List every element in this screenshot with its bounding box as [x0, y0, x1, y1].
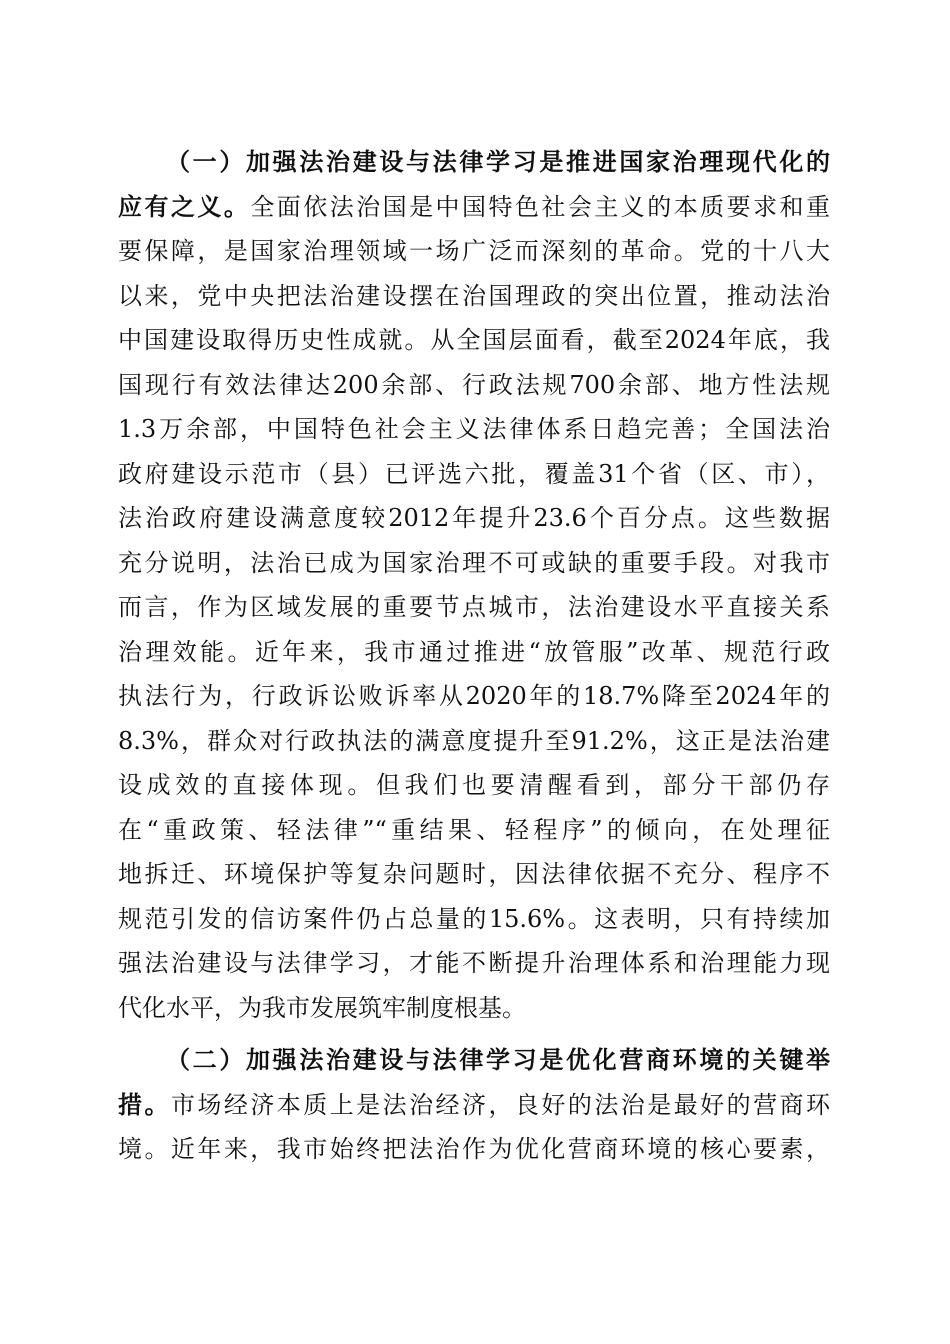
paragraph-line: 在“重政策、轻法律”“重结果、轻程序”的倾向，在处理征: [118, 815, 830, 844]
paragraph-line: 规范引发的信访案件仍占总量的15.6%。这表明，只有持续加: [118, 904, 830, 933]
paragraph-line: 法治政府建设满意度较2012年提升23.6个百分点。这些数据: [118, 504, 830, 532]
document-body: [118, 140, 830, 1172]
paragraph-line: 以来，党中央把法治建设摆在治国理政的突出位置，推动法治: [118, 281, 830, 310]
paragraph-line: 国现行有效法律达200余部、行政法规700余部、地方性法规: [118, 370, 830, 399]
paragraph-line: 代化水平，为我市发展筑牢制度根基。: [118, 993, 526, 1022]
section-heading: 措。: [118, 1089, 171, 1119]
paragraph-line: 要保障，是国家治理领域一场广泛而深刻的革命。党的十八大: [118, 237, 830, 265]
paragraph-line: 而言，作为区域发展的重要节点城市，法治建设水平直接关系: [118, 593, 830, 621]
paragraph-2: [118, 1038, 830, 1172]
paragraph-line: 8.3%，群众对行政执法的满意度提升至91.2%，这正是法治建: [118, 726, 830, 755]
paragraph-line: 执法行为，行政诉讼败诉率从2020年的18.7%降至2024年的: [118, 682, 830, 710]
paragraph-line: [118, 1038, 830, 1083]
paragraph-line: 1.3万余部，中国特色社会主义法律体系日趋完善；全国法治: [118, 415, 830, 443]
line-text: 全面依法治国是中国特色社会主义的本质要求和重: [250, 192, 830, 221]
paragraph-line: [118, 140, 830, 185]
section-heading: （一）加强法治建设与法律学习是推进国家治理现代化的: [166, 147, 830, 176]
paragraph-line: 治理效能。近年来，我市通过推进“放管服”改革、规范行政: [118, 637, 830, 666]
paragraph-line: 政府建设示范市（县）已评选六批，覆盖31个省（区、市），: [118, 459, 830, 488]
paragraph-line: 设成效的直接体现。但我们也要清醒看到，部分干部仍存: [118, 771, 830, 799]
section-heading: 应有之义。: [118, 191, 251, 221]
paragraph-1: [118, 140, 830, 1030]
paragraph-line: [118, 185, 830, 230]
paragraph-line: 强法治建设与法律学习，才能不断提升治理体系和治理能力现: [118, 949, 830, 977]
line-text: 市场经济本质上是法治经济，良好的法治是最好的营商环: [170, 1090, 830, 1119]
paragraph-line: [118, 1083, 830, 1128]
paragraph-line: 中国建设取得历史性成就。从全国层面看，截至2024年底，我: [118, 326, 830, 354]
paragraph-gap: [118, 1030, 830, 1038]
paragraph-line: 境。近年来，我市始终把法治作为优化营商环境的核心要素，: [118, 1135, 830, 1163]
section-heading: （二）加强法治建设与法律学习是优化营商环境的关键举: [166, 1045, 830, 1074]
paragraph-line: 充分说明，法治已成为国家治理不可或缺的重要手段。对我市: [118, 548, 830, 577]
paragraph-line: 地拆迁、环境保护等复杂问题时，因法律依据不充分、程序不: [118, 860, 830, 888]
